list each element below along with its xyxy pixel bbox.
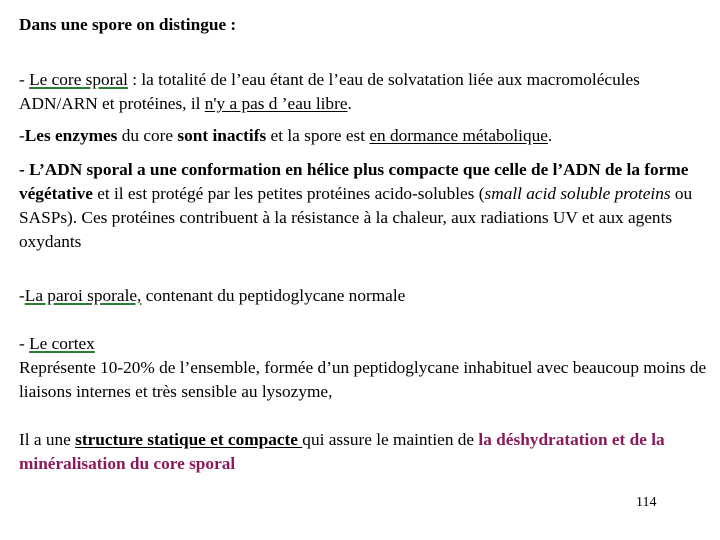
paragraph-adn [19,158,709,254]
enzymes-text1: du core [117,126,178,145]
core-end: . [347,94,352,113]
paragraph-core [19,68,709,116]
core-label: Le core sporal [29,70,128,89]
structure-magenta: la déshydratation et de la minéralisation du core sporal [19,430,665,473]
structure-bold-underlined: structure statique et compacte [75,430,303,449]
structure-text1: Il a une [19,430,76,449]
core-dash: - [19,70,30,89]
enzymes-end: . [547,126,553,145]
paragraph-cortex-title [19,332,709,356]
core-underlined: n'y a pas d ’eau libre [204,94,348,113]
enzymes-dash: - [19,126,25,145]
core-text: : la totalité de l’eau étant de l’eau de solvatation liée aux macromolécules ADN/ARN et protéines, il [19,70,640,113]
paroi-text: contenant du peptidoglycane normale [141,286,406,305]
paroi-dash: - [19,286,25,305]
paragraph-structure [19,428,709,476]
enzymes-bold: sont inactifs [177,126,267,145]
enzymes-underlined: en dormance métabolique [369,126,548,145]
paragraph-enzymes [19,124,709,148]
structure-text2: qui assure le maintien de [302,430,479,449]
adn-italic: small acid soluble proteins [484,184,671,203]
enzymes-label: Les enzymes [24,126,118,145]
cortex-dash: - [19,334,30,353]
page-number: 114 [636,495,657,510]
adn-bold: - L’ADN sporal a une conformation en hélice plus compacte que celle de l’ADN de la forme végétative [19,160,689,203]
paragraph-cortex-text: Représente 10-20% de l’ensemble, formée d’un peptidoglycane inhabituel avec beaucoup moins de liaisons internes et très sensible au lysozyme, [19,358,707,401]
adn-text2: ou SASPs). Ces protéines contribuent à la résistance à la chaleur, aux radiations UV et aux agents oxydants [19,184,693,251]
paroi-label: La paroi sporale, [24,286,142,305]
paragraph-paroi [19,284,709,308]
adn-text1: et il est protégé par les petites protéines acido-solubles ( [92,184,485,203]
enzymes-text2: et la spore est [266,126,370,145]
heading: Dans une spore on distingue : [19,15,237,34]
cortex-label: Le cortex [29,334,95,353]
